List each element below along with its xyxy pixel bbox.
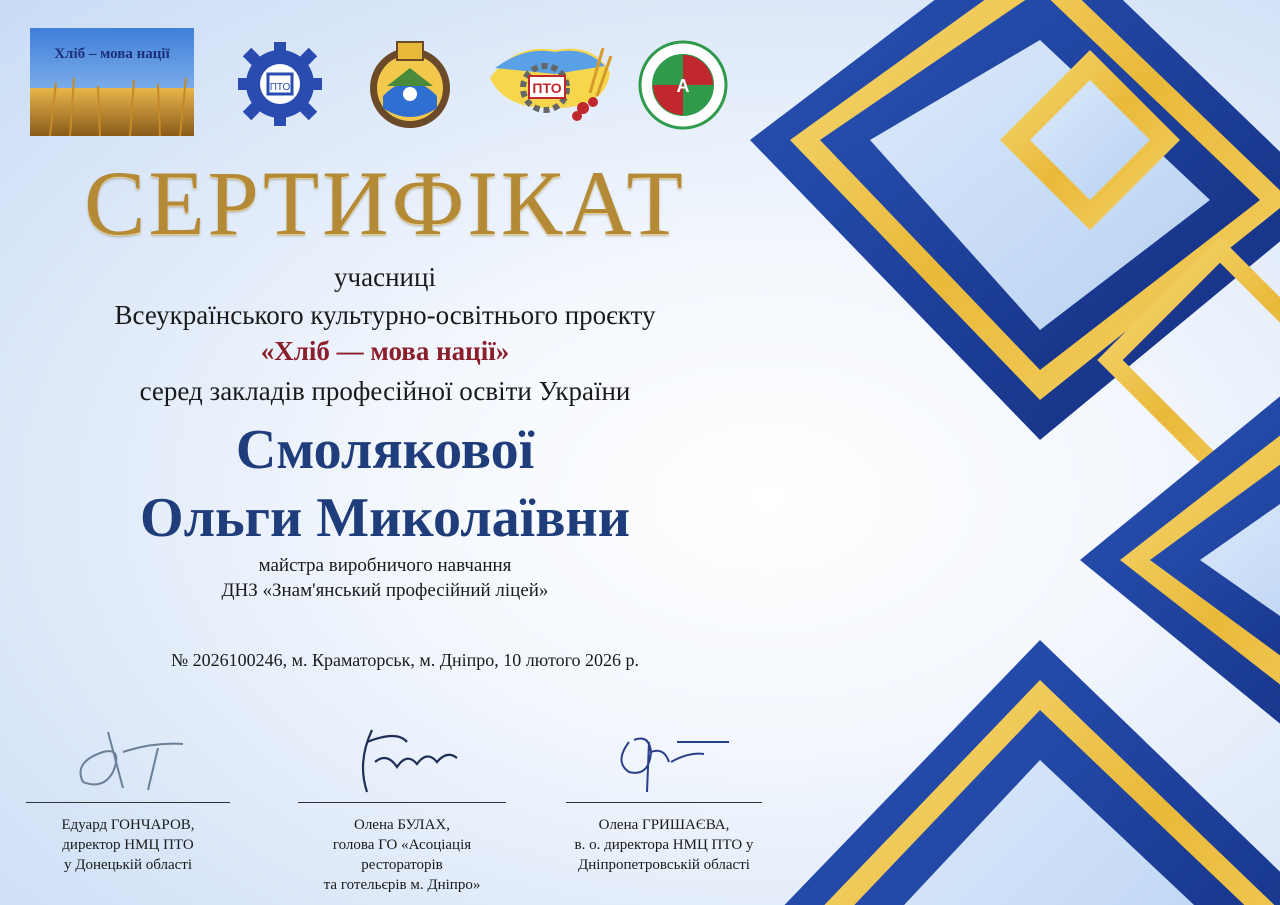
handwritten-signature xyxy=(53,722,203,796)
signature-block-3 xyxy=(566,722,762,875)
signatory-3-name: Олена ГРИШАЄВА, xyxy=(598,817,730,833)
nmc-pto-donetsk-emblem xyxy=(365,38,455,132)
svg-text:ПТО: ПТО xyxy=(269,82,291,93)
signature-block-1 xyxy=(26,722,230,875)
recipient-given-names: Ольги Миколаївни xyxy=(140,487,630,549)
association-restaurants-hotels-logo xyxy=(638,40,728,130)
handwritten-signature xyxy=(327,722,477,796)
project-banner-logo xyxy=(30,28,194,136)
recipient-position: майстра виробничого навчання xyxy=(258,555,512,576)
certificate-title: СЕРТИФІКАТ xyxy=(84,152,686,254)
signature-block-2 xyxy=(298,722,506,895)
signatory-2-org: та готельєрів м. Дніпро» xyxy=(323,877,481,893)
project-name: «Хліб — мова нації» xyxy=(260,336,510,366)
project-scope: серед закладів професійної освіти України xyxy=(139,376,631,406)
project-description: Всеукраїнського культурно-освітнього проєкту xyxy=(114,300,656,330)
recipient-surname: Смолякової xyxy=(235,419,535,481)
signatory-1-name: Едуард ГОНЧАРОВ, xyxy=(61,817,195,833)
signatory-3-org: Дніпропетровській області xyxy=(578,857,750,873)
recipient-institution: ДНЗ «Знам'янський професійний ліцей» xyxy=(221,580,549,601)
signatory-1-org: у Донецькій області xyxy=(63,857,193,873)
handwritten-signature xyxy=(589,722,739,796)
signatory-2-title: голова ГО «Асоціація рестораторів xyxy=(332,837,472,873)
pto-wheat-logo xyxy=(485,38,615,128)
svg-text:ПТО: ПТО xyxy=(532,80,562,96)
recipient-role: учасниці xyxy=(334,262,436,292)
svg-text:A: A xyxy=(676,76,690,96)
signatory-3-title: в. о. директора НМЦ ПТО у xyxy=(574,837,754,853)
signatory-2-name: Олена БУЛАХ, xyxy=(353,817,450,833)
certificate-registration: № 2026100246, м. Краматорськ, м. Дніпро, 10 лютого 2026 р. xyxy=(170,650,640,670)
banner-title: Хліб – мова нації xyxy=(54,46,170,62)
nmc-pto-gear-logo xyxy=(236,40,324,128)
signatory-1-title: директор НМЦ ПТО xyxy=(62,837,194,853)
wheat-field-image xyxy=(30,28,194,136)
